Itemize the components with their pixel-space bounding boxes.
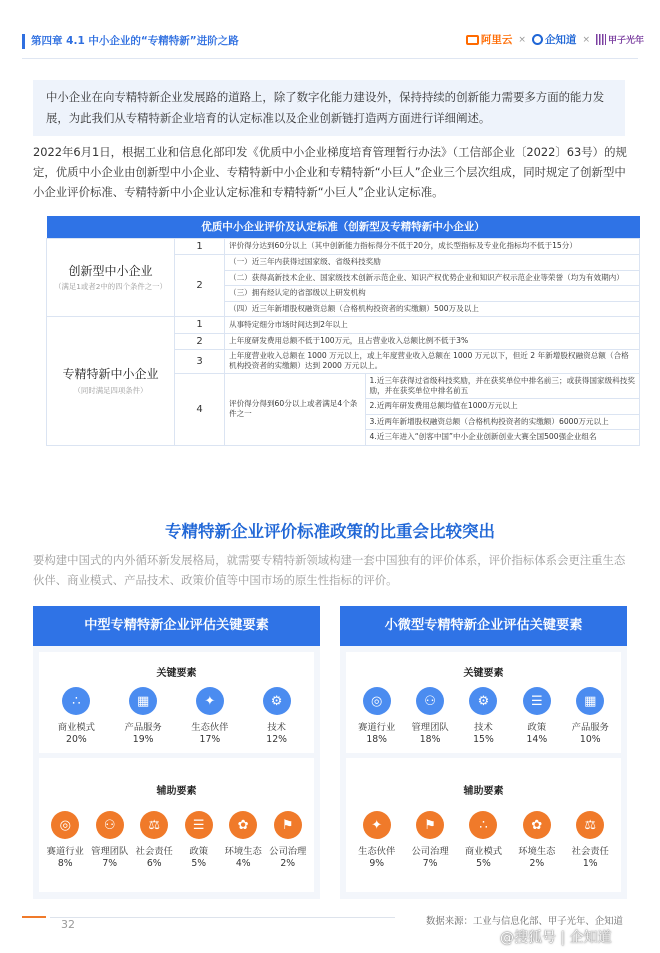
factor-name: 社会责任 (571, 846, 609, 857)
partner-icon: ✦ (363, 811, 391, 839)
criterion-subitem: 2.近两年研发费用总额均值在1000万元以上 (365, 399, 639, 415)
factor-percent: 10% (579, 734, 601, 745)
policy-icon: ☰ (185, 811, 213, 839)
criterion-number: 2 (175, 255, 225, 317)
panel-title: 小微型专精特新企业评估关键要素 (340, 606, 627, 646)
aliyun-logo-icon (466, 35, 479, 45)
factor-percent: 14% (526, 734, 548, 745)
factor-item (457, 687, 509, 745)
qizhidao-logo-icon (532, 34, 543, 45)
aux-factors-card (346, 758, 621, 892)
factor-name: 赛道行业 (358, 722, 396, 733)
panel-title: 中型专精特新企业评估关键要素 (33, 606, 320, 646)
tech-icon: ⚙ (469, 687, 497, 715)
key-factors-card (39, 652, 314, 753)
factor-percent: 2% (529, 858, 545, 869)
criterion-text: 上年度营业收入总额在 1000 万元以上，或上年度营业收入总额在 1000 万元以下，但近 2 年新增股权融资总额（合格机构投资者的实缴额）达到 2000 万元以上。 (225, 350, 640, 374)
criterion-number: 2 (175, 333, 225, 350)
chapter-title: 第四章 4.1 中小企业的“专精特新”进阶之路 (31, 35, 239, 47)
factor-item (457, 811, 509, 869)
criterion-text: （二）获得高新技术企业、国家级技术创新示范企业、知识产权优势企业和知识产权示范企业等荣誉（均为有效期内） (225, 270, 640, 286)
card-title: 辅助要素 (463, 786, 504, 797)
partner-logos (466, 32, 644, 47)
data-source: 数据来源：工业与信息化部、甲子光年、企知道 (426, 916, 623, 927)
factor-item (404, 811, 456, 869)
criterion-text: 从事特定细分市场时间达到2年以上 (225, 317, 640, 334)
factor-percent: 2% (280, 858, 296, 869)
table-title: 优质中小企业评价及认定标准（创新型及专精特新中小企业） (47, 216, 640, 238)
factor-name: 商业模式 (57, 722, 95, 733)
factor-name: 技术 (267, 722, 286, 733)
factor-name: 社会责任 (135, 846, 173, 857)
factor-item (251, 687, 303, 745)
network-icon: ∴ (62, 687, 90, 715)
footer-divider (50, 917, 395, 918)
factor-list (39, 811, 314, 869)
factor-item (511, 687, 563, 745)
section-title: 专精特新企业评价标准政策的比重会比较突出 (165, 522, 495, 541)
page-number: 32 (61, 918, 75, 931)
factor-name: 赛道行业 (46, 846, 84, 857)
criterion-number: 1 (175, 317, 225, 334)
factor-percent: 8% (57, 858, 73, 869)
team-icon: ⚇ (96, 811, 124, 839)
criterion-number: 4 (175, 373, 225, 446)
jiazi-logo: 甲子光年 (596, 33, 644, 46)
criterion-subitem: 1.近三年获得过省级科技奖励，并在获奖单位中排名前三；或获得国家级科技奖励，并在获奖单位中排名前五 (365, 374, 639, 399)
factor-percent: 18% (366, 734, 388, 745)
factor-name: 技术 (474, 722, 493, 733)
factor-name: 环境生态 (224, 846, 262, 857)
factor-name: 生态伙伴 (191, 722, 229, 733)
factor-name: 生态伙伴 (358, 846, 396, 857)
aux-factors-card (39, 758, 314, 892)
factor-item (564, 811, 616, 869)
factor-item (184, 687, 236, 745)
standards-table (46, 216, 640, 446)
tech-icon: ⚙ (263, 687, 291, 715)
balance-icon: ⚖ (576, 811, 604, 839)
key-factors-card (346, 652, 621, 753)
page-header (0, 0, 660, 66)
criterion-compound (225, 373, 640, 446)
policy-icon: ☰ (523, 687, 551, 715)
logo-separator: × (518, 34, 526, 45)
table-row (47, 238, 640, 255)
factor-item (404, 687, 456, 745)
track-icon: ◎ (51, 811, 79, 839)
criterion-text: （四）近三年新增股权融资总额（合格机构投资者的实缴额）500万及以上 (225, 301, 640, 317)
governance-icon: ⚑ (416, 811, 444, 839)
factor-item (117, 687, 169, 745)
card-title: 关键要素 (463, 668, 504, 679)
logo-separator: × (582, 34, 590, 45)
factor-name: 公司治理 (411, 846, 449, 857)
criterion-text: 评价得分得到60分以上或者满足4个条件之一 (225, 374, 365, 446)
criterion-number: 3 (175, 350, 225, 374)
balance-icon: ⚖ (140, 811, 168, 839)
criterion-subitem: 3.近两年新增股权融资总额（合格机构投资者的实缴额）6000万元以上 (365, 414, 639, 430)
category-innovative: 创新型中小企业 （满足1或者2中的四个条件之一） (47, 238, 175, 317)
category-specialized: 专精特新中小企业 （同时满足四项条件） (47, 317, 175, 446)
eco-icon: ✿ (229, 811, 257, 839)
factor-percent: 5% (476, 858, 491, 869)
factor-percent: 12% (266, 734, 287, 745)
factor-percent: 6% (146, 858, 162, 869)
team-icon: ⚇ (416, 687, 444, 715)
factor-name: 产品服务 (124, 722, 162, 733)
factor-item (351, 811, 403, 869)
partner-icon: ✦ (196, 687, 224, 715)
header-divider (22, 58, 638, 59)
factor-name: 产品服务 (571, 722, 609, 733)
criterion-text: 评价得分达到60分以上（其中创新能力指标得分不低于20分，成长型指标及专业化指标均不低于15分） (225, 238, 640, 255)
factor-percent: 5% (191, 858, 207, 869)
card-title: 关键要素 (156, 668, 197, 679)
factor-item (132, 811, 177, 869)
factor-percent: 7% (422, 858, 438, 869)
criterion-text: 上年度研发费用总额不低于100万元，且占营业收入总额比例不低于3% (225, 333, 640, 350)
eco-icon: ✿ (523, 811, 551, 839)
panel-medium (33, 606, 320, 899)
factor-item (511, 811, 563, 869)
factor-name: 公司治理 (269, 846, 307, 857)
qizhidao-logo: 企知道 (532, 32, 577, 47)
factor-percent: 17% (199, 734, 221, 745)
governance-icon: ⚑ (274, 811, 302, 839)
factor-percent: 15% (473, 734, 494, 745)
factor-name: 政策 (527, 722, 547, 733)
factor-percent: 4% (235, 858, 251, 869)
factor-name: 管理团队 (411, 722, 449, 733)
table-row (47, 317, 640, 334)
watermark: @搜狐号 | 企知道 (500, 930, 612, 946)
factor-item (43, 811, 88, 869)
factor-percent: 9% (369, 858, 385, 869)
card-title: 辅助要素 (156, 786, 197, 797)
factor-item (177, 811, 222, 869)
factor-percent: 19% (132, 734, 154, 745)
criterion-text: （三）拥有经认定的省部级以上研发机构 (225, 286, 640, 302)
factor-name: 商业模式 (464, 846, 503, 857)
factor-list (39, 687, 314, 745)
factor-list (346, 811, 621, 869)
track-icon: ◎ (363, 687, 391, 715)
factor-percent: 18% (419, 734, 441, 745)
product-icon: ▦ (576, 687, 604, 715)
factor-percent: 7% (102, 858, 118, 869)
factor-name: 政策 (189, 846, 209, 857)
factor-item (351, 687, 403, 745)
aliyun-logo: 阿里云 (466, 32, 513, 47)
policy-paragraph: 2022年6月1日，根据工业和信息化部印发《优质中小企业梯度培育管理暂行办法》（工信部企业〔2022〕63号）的规定，优质中小企业由创新型中小企业、专精特新中小企业和专精特新“小巨人”企业三个层次组成，同时规定了创新型中小企业评价标准、专精特新中小企业认定标准和专精特新“小巨人”企业认定标准。 (33, 145, 627, 199)
factor-name: 管理团队 (91, 846, 129, 857)
network-icon: ∴ (469, 811, 497, 839)
footer-accent (22, 916, 46, 918)
factor-item (88, 811, 133, 869)
jiazi-logo-icon (596, 34, 606, 45)
factor-name: 环境生态 (518, 846, 556, 857)
factor-percent: 1% (582, 858, 598, 869)
factor-item (50, 687, 102, 745)
factor-item (266, 811, 311, 869)
section-description: 要构建中国式的内外循环新发展格局，就需要专精特新领域构建一套中国独有的评价体系，评价指标体系会更注重生态伙伴、商业模式、产品技术、政策价值等中国市场的原生性指标的评价。 (33, 553, 626, 587)
panel-small (340, 606, 627, 899)
factor-list (346, 687, 621, 745)
criterion-number: 1 (175, 238, 225, 255)
factor-item (221, 811, 266, 869)
header-accent-bar (22, 34, 25, 49)
factor-item (564, 687, 616, 745)
intro-box: 中小企业在向专精特新企业发展路的道路上，除了数字化能力建设外，保持持续的创新能力需要多方面的能力发展，为此我们从专精特新企业培育的认定标准以及企业创新链打造两方面进行详细阐述。 (33, 80, 625, 136)
product-icon: ▦ (129, 687, 157, 715)
criterion-text: （一）近三年内获得过国家级、省级科技奖励 (225, 255, 640, 271)
factor-percent: 20% (66, 734, 87, 745)
criterion-subitem: 4.近三年进入“创客中国”中小企业创新创业大赛全国500强企业组名 (369, 432, 597, 442)
